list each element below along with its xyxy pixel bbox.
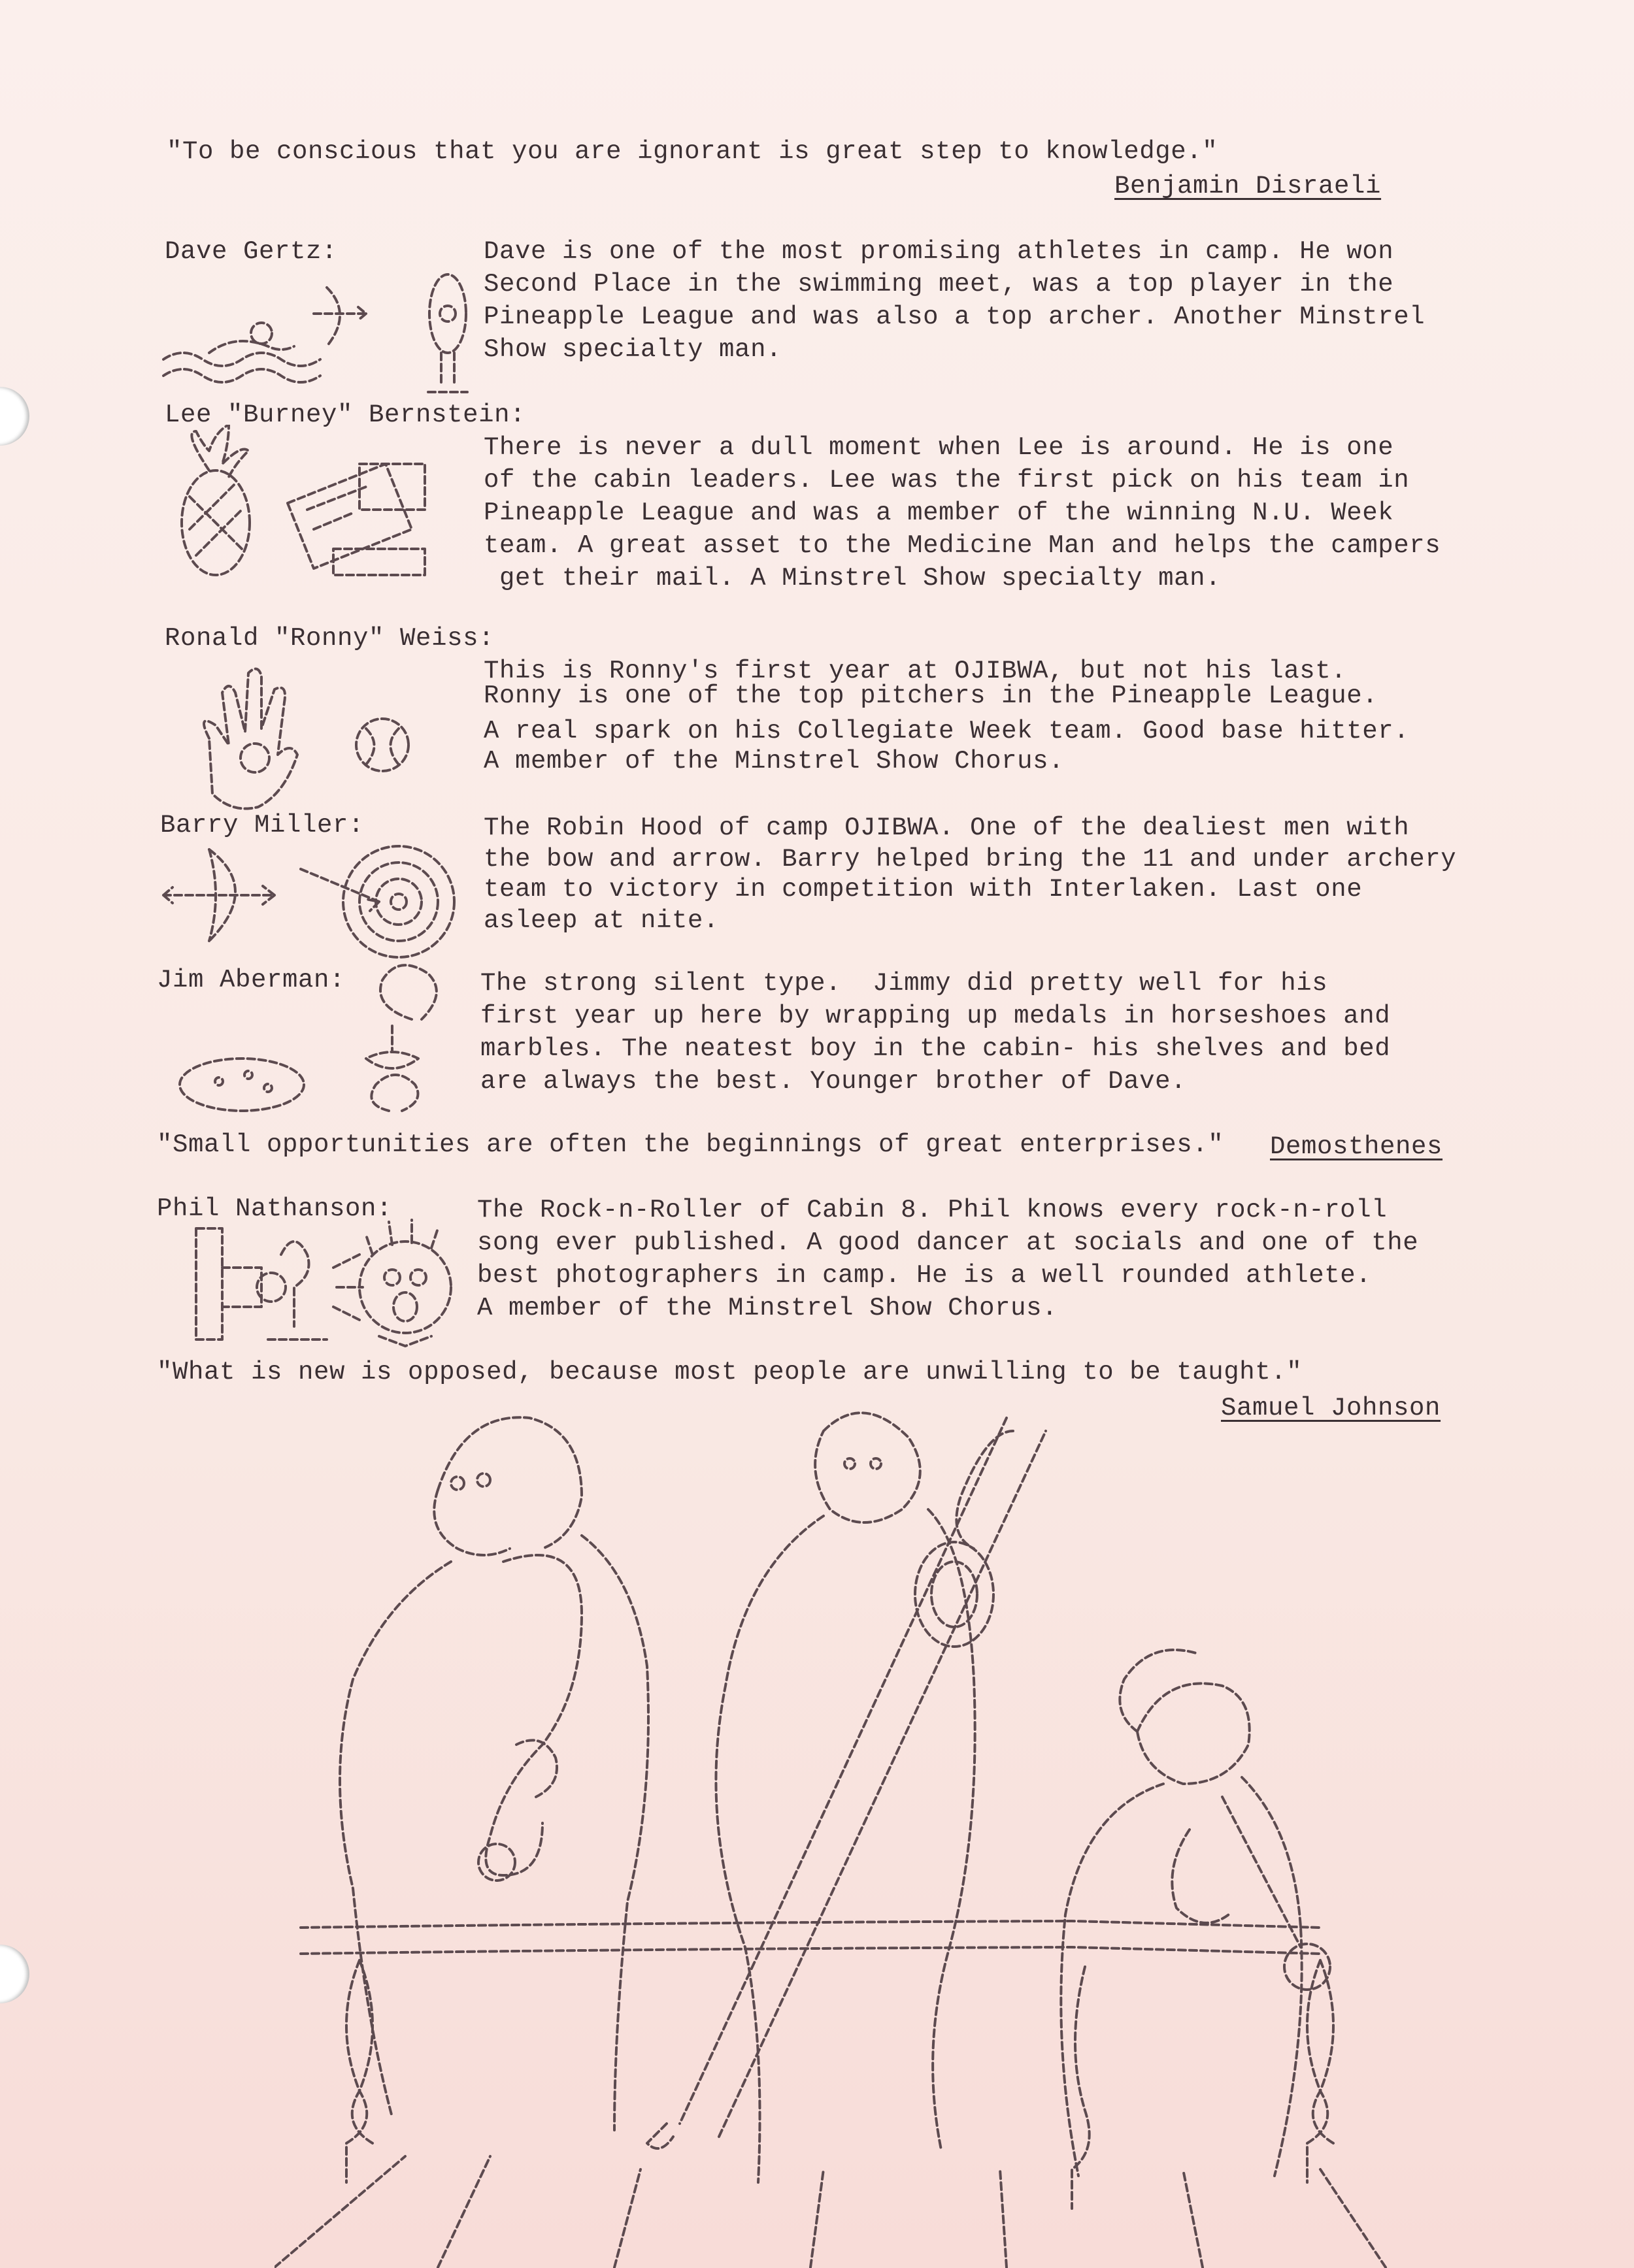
camper-line: get their mail. A Minstrel Show specialty man. xyxy=(484,564,1222,593)
quote-author: Benjamin Disraeli xyxy=(1114,172,1382,201)
camera-singer-sketch xyxy=(183,1215,477,1353)
camper-line: A member of the Minstrel Show Chorus. xyxy=(477,1294,1058,1323)
camper-name: Ronald "Ronny" Weiss: xyxy=(165,624,495,653)
camper-line: team to victory in competition with Interlaken. Last one xyxy=(484,875,1363,904)
quote-text: "To be conscious that you are ignorant is great step to knowledge." xyxy=(167,137,1218,166)
band-musicians-illustration xyxy=(275,1405,1438,2268)
quote-text: "What is new is opposed, because most people are unwilling to be taught." xyxy=(157,1358,1303,1387)
camper-line: A real spark on his Collegiate Week team. Good base hitter. xyxy=(484,717,1410,746)
camper-line: Pineapple League and was a member of the winning N.U. Week xyxy=(484,499,1394,527)
camper-line: first year up here by wrapping up medals in horseshoes and xyxy=(480,1002,1391,1030)
camper-name: Phil Nathanson: xyxy=(157,1194,393,1223)
glove-baseball-sketch xyxy=(183,666,431,817)
camper-line: asleep at nite. xyxy=(484,906,720,935)
camper-name: Jim Aberman: xyxy=(157,966,346,994)
camper-line: A member of the Minstrel Show Chorus. xyxy=(484,747,1065,776)
camper-line: team. A great asset to the Medicine Man and helps the campers xyxy=(484,531,1441,560)
swimmer-archery-sketch xyxy=(157,261,484,399)
camper-line: best photographers in camp. He is a well rounded athlete. xyxy=(477,1261,1372,1290)
camper-line: are always the best. Younger brother of Dave. xyxy=(480,1067,1187,1096)
quote-text: "Small opportunities are often the beginnings of great enterprises." xyxy=(157,1130,1224,1159)
binder-hole xyxy=(0,387,29,446)
camper-line: song ever published. A good dancer at socials and one of the xyxy=(477,1228,1419,1257)
pineapple-mail-sketch xyxy=(163,425,451,588)
camper-line: of the cabin leaders. Lee was the first pick on his team in xyxy=(484,466,1410,495)
camper-line: This is Ronny's first year at OJIBWA, but not his last. xyxy=(484,657,1347,685)
camper-line: the bow and arrow. Barry helped bring the 11 and under archery xyxy=(484,845,1457,874)
camper-line: The strong silent type. Jimmy did pretty well for his xyxy=(480,969,1328,998)
camper-line: Dave is one of the most promising athletes in camp. He won xyxy=(484,237,1394,266)
camper-name: Lee "Burney" Bernstein: xyxy=(165,401,526,429)
camper-name: Barry Miller: xyxy=(160,811,365,840)
quote-author: Demosthenes xyxy=(1270,1132,1443,1161)
camper-line: The Rock-n-Roller of Cabin 8. Phil knows every rock-n-roll xyxy=(477,1196,1388,1224)
horseshoe-marbles-sketch xyxy=(170,961,484,1124)
camper-name: Dave Gertz: xyxy=(165,237,338,266)
camper-line: The Robin Hood of camp OJIBWA. One of the dealiest men with xyxy=(484,814,1410,842)
camper-line: Show specialty man. xyxy=(484,335,782,364)
binder-hole xyxy=(0,1945,29,2003)
quote-author: Samuel Johnson xyxy=(1221,1394,1441,1422)
bow-target-sketch xyxy=(157,830,471,961)
camper-line: marbles. The neatest boy in the cabin- his shelves and bed xyxy=(480,1034,1391,1063)
camper-line: Ronny is one of the top pitchers in the Pineapple League. xyxy=(484,682,1378,710)
camper-line: Pineapple League and was also a top archer. Another Minstrel xyxy=(484,303,1426,331)
camper-line: There is never a dull moment when Lee is around. He is one xyxy=(484,433,1394,462)
camper-line: Second Place in the swimming meet, was a top player in the xyxy=(484,270,1394,299)
